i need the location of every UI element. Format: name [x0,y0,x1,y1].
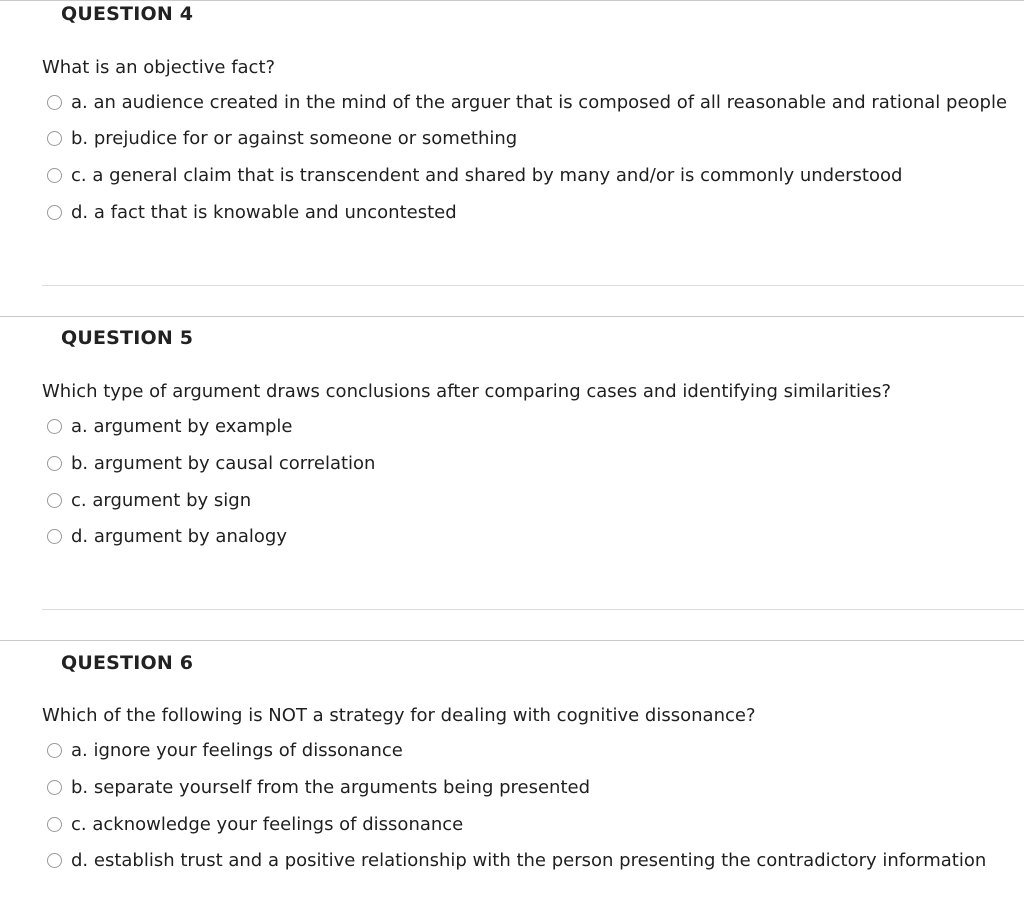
radio-button-icon[interactable] [47,493,62,508]
question-5-top-divider [0,316,1024,317]
question-6-text: Which of the following is NOT a strategy for dealing with cognitive dissonance? [42,705,756,726]
question-6-option-a[interactable] [47,737,403,763]
question-5-option-c[interactable] [47,487,251,513]
radio-button-icon[interactable] [47,95,62,110]
radio-button-icon[interactable] [47,168,62,183]
radio-button-icon[interactable] [47,853,62,868]
option-label: a. ignore your feelings of dissonance [71,739,403,761]
radio-button-icon[interactable] [47,529,62,544]
question-4-option-d[interactable] [47,199,457,225]
option-label: a. argument by example [71,415,293,437]
question-5-header: QUESTION 5 [61,327,194,349]
question-6-header: QUESTION 6 [61,652,194,674]
option-label: d. a fact that is knowable and uncontested [71,201,457,223]
option-label: a. an audience created in the mind of the arguer that is composed of all reasonable and rational people [71,91,1008,113]
radio-button-icon[interactable] [47,419,62,434]
radio-button-icon[interactable] [47,205,62,220]
question-6-option-b[interactable] [47,774,590,800]
option-label: d. establish trust and a positive relationship with the person presenting the contradictory information [71,849,987,871]
radio-button-icon[interactable] [47,131,62,146]
option-label: d. argument by analogy [71,525,287,547]
radio-button-icon[interactable] [47,817,62,832]
radio-button-icon[interactable] [47,456,62,471]
question-6-option-c[interactable] [47,811,463,837]
question-4-header: QUESTION 4 [61,3,194,25]
question-4-text: What is an objective fact? [42,57,276,78]
question-4-bottom-divider [42,285,1024,286]
question-5-option-d[interactable] [47,523,287,549]
question-6-option-d[interactable] [47,847,986,873]
option-label: c. a general claim that is transcendent and shared by many and/or is commonly understood [71,164,903,186]
option-label: c. acknowledge your feelings of dissonance [71,813,464,835]
question-6-top-divider [0,640,1024,641]
question-5-option-a[interactable] [47,413,293,439]
radio-button-icon[interactable] [47,743,62,758]
question-4-option-a[interactable] [47,89,1007,115]
question-5-bottom-divider [42,609,1024,610]
option-label: b. prejudice for or against someone or something [71,127,518,149]
question-5-option-b[interactable] [47,450,375,476]
question-4-top-divider [0,0,1024,1]
option-label: b. separate yourself from the arguments being presented [71,776,591,798]
question-4-option-c[interactable] [47,162,902,188]
option-label: b. argument by causal correlation [71,452,376,474]
radio-button-icon[interactable] [47,780,62,795]
option-label: c. argument by sign [71,489,252,511]
question-4-option-b[interactable] [47,125,517,151]
question-5-text: Which type of argument draws conclusions after comparing cases and identifying similarities? [42,381,892,402]
